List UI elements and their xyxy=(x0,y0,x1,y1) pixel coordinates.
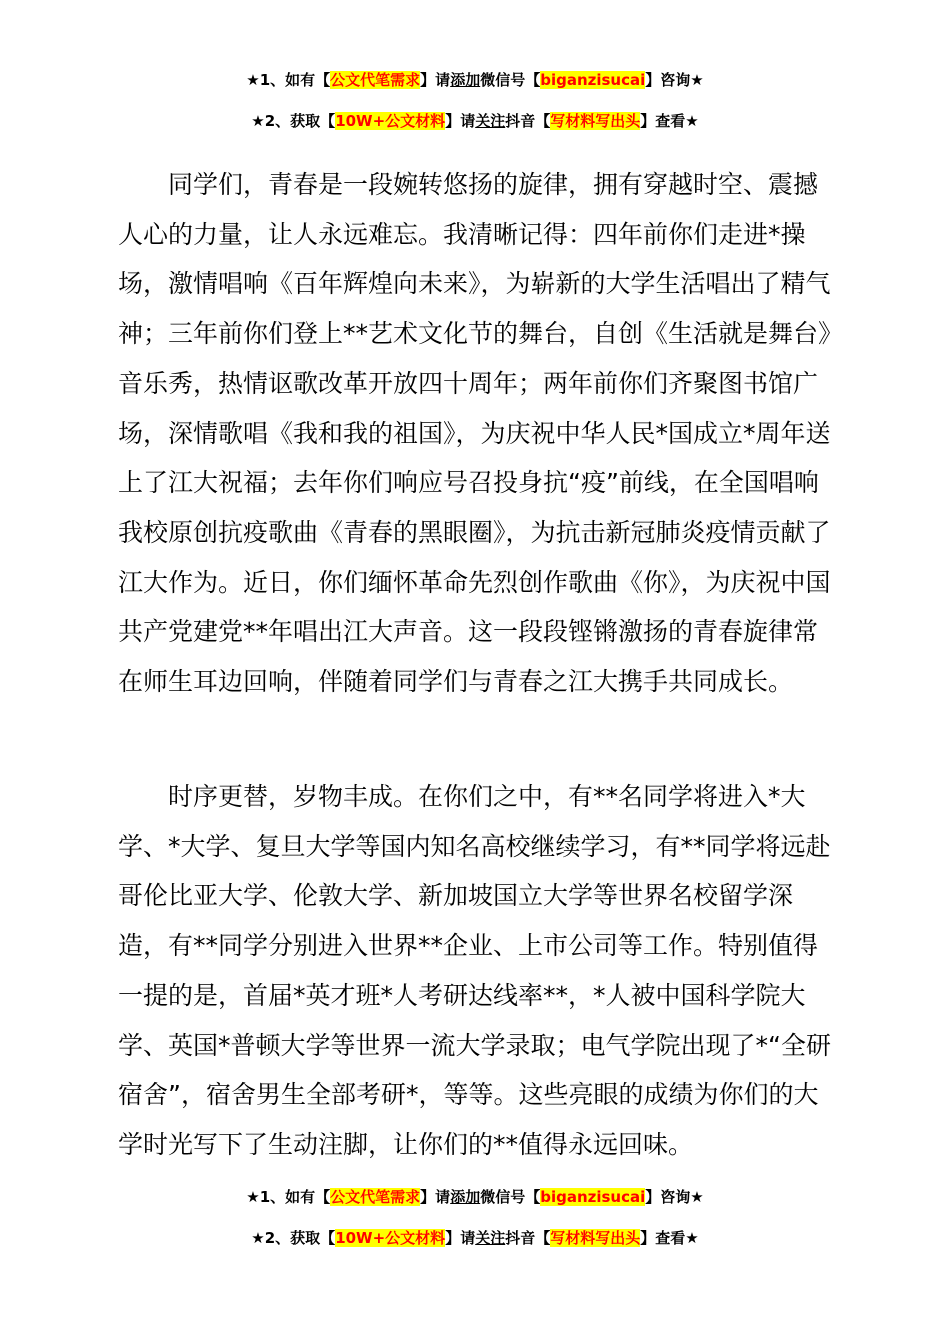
promo-prefix: ★1、如有【 xyxy=(246,71,331,89)
promo-douyin-id: 写材料写出头 xyxy=(550,112,641,130)
promo-text: 微信号【 xyxy=(480,71,541,89)
promo-underline: 关注 xyxy=(475,112,506,130)
promo-text: 】请 xyxy=(420,1188,451,1206)
promo-underline: 关注 xyxy=(475,1229,506,1247)
promo-suffix: 】咨询★ xyxy=(645,71,704,89)
body-paragraph-2: 时序更替，岁物丰成。在你们之中，有**名同学将进入*大学、*大学、复旦大学等国内知名高校继续学习，有**同学将远赴哥伦比亚大学、伦敦大学、新加坡国立大学等世界名校留学深造，有**同学分别进入世界**企业、上市公司等工作。特别值得一提的是，首届*英才班*人考研达线率**，*人被中国科学院大学、英国*普顿大学等世界一流大学录取；电气学院出现了*“全研宿舍”，宿舍男生全部考研*，等等。这些亮眼的成绩为你们的大学时光写下了生动注脚，让你们的**值得永远回味。 xyxy=(118,782,831,1159)
promo-highlight: 10W+公文材料 xyxy=(335,112,446,130)
promo-text: 抖音【 xyxy=(505,112,551,130)
promo-highlight: 10W+公文材料 xyxy=(335,1229,446,1247)
promo-text: 】请 xyxy=(420,71,451,89)
promo-suffix: 】咨询★ xyxy=(645,1188,704,1206)
promo-douyin-id: 写材料写出头 xyxy=(550,1229,641,1247)
promo-suffix: 】查看★ xyxy=(640,112,699,130)
promo-underline: 添加 xyxy=(450,1188,481,1206)
promo-highlight: 公文代笔需求 xyxy=(330,71,421,89)
promo-text: 】请 xyxy=(445,112,476,130)
header-promo-line-1 xyxy=(0,70,950,90)
promo-wechat-id: biganzisucai xyxy=(540,71,646,89)
footer-promo-line-2 xyxy=(0,1228,950,1248)
promo-text: 抖音【 xyxy=(505,1229,551,1247)
body-paragraph-1: 同学们，青春是一段婉转悠扬的旋律，拥有穿越时空、震撼人心的力量，让人永远难忘。我清晰记得：四年前你们走进*操场，激情唱响《百年辉煌向未来》，为崭新的大学生活唱出了精气神；三年前你们登上**艺术文化节的舞台，自创《生活就是舞台》音乐秀，热情讴歌改革开放四十周年；两年前你们齐聚图书馆广场，深情歌唱《我和我的祖国》，为庆祝中华人民*国成立*周年送上了江大祝福；去年你们响应号召投身抗“疫”前线，在全国唱响我校原创抗疫歌曲《青春的黑眼圈》，为抗击新冠肺炎疫情贡献了江大作为。近日，你们缅怀革命先烈创作歌曲《你》，为庆祝中国共产党建党**年唱出江大声音。这一段段铿锵激扬的青春旋律常在师生耳边回响，伴随着同学们与青春之江大携手共同成长。 xyxy=(118,170,831,697)
promo-prefix: ★2、获取【 xyxy=(251,1229,336,1247)
promo-underline: 添加 xyxy=(450,71,481,89)
promo-highlight: 公文代笔需求 xyxy=(330,1188,421,1206)
promo-text: 微信号【 xyxy=(480,1188,541,1206)
header-promo-line-2 xyxy=(0,111,950,131)
promo-prefix: ★2、获取【 xyxy=(251,112,336,130)
promo-text: 】请 xyxy=(445,1229,476,1247)
promo-prefix: ★1、如有【 xyxy=(246,1188,331,1206)
promo-suffix: 】查看★ xyxy=(640,1229,699,1247)
footer-promo-line-1 xyxy=(0,1187,950,1207)
promo-wechat-id: biganzisucai xyxy=(540,1188,646,1206)
